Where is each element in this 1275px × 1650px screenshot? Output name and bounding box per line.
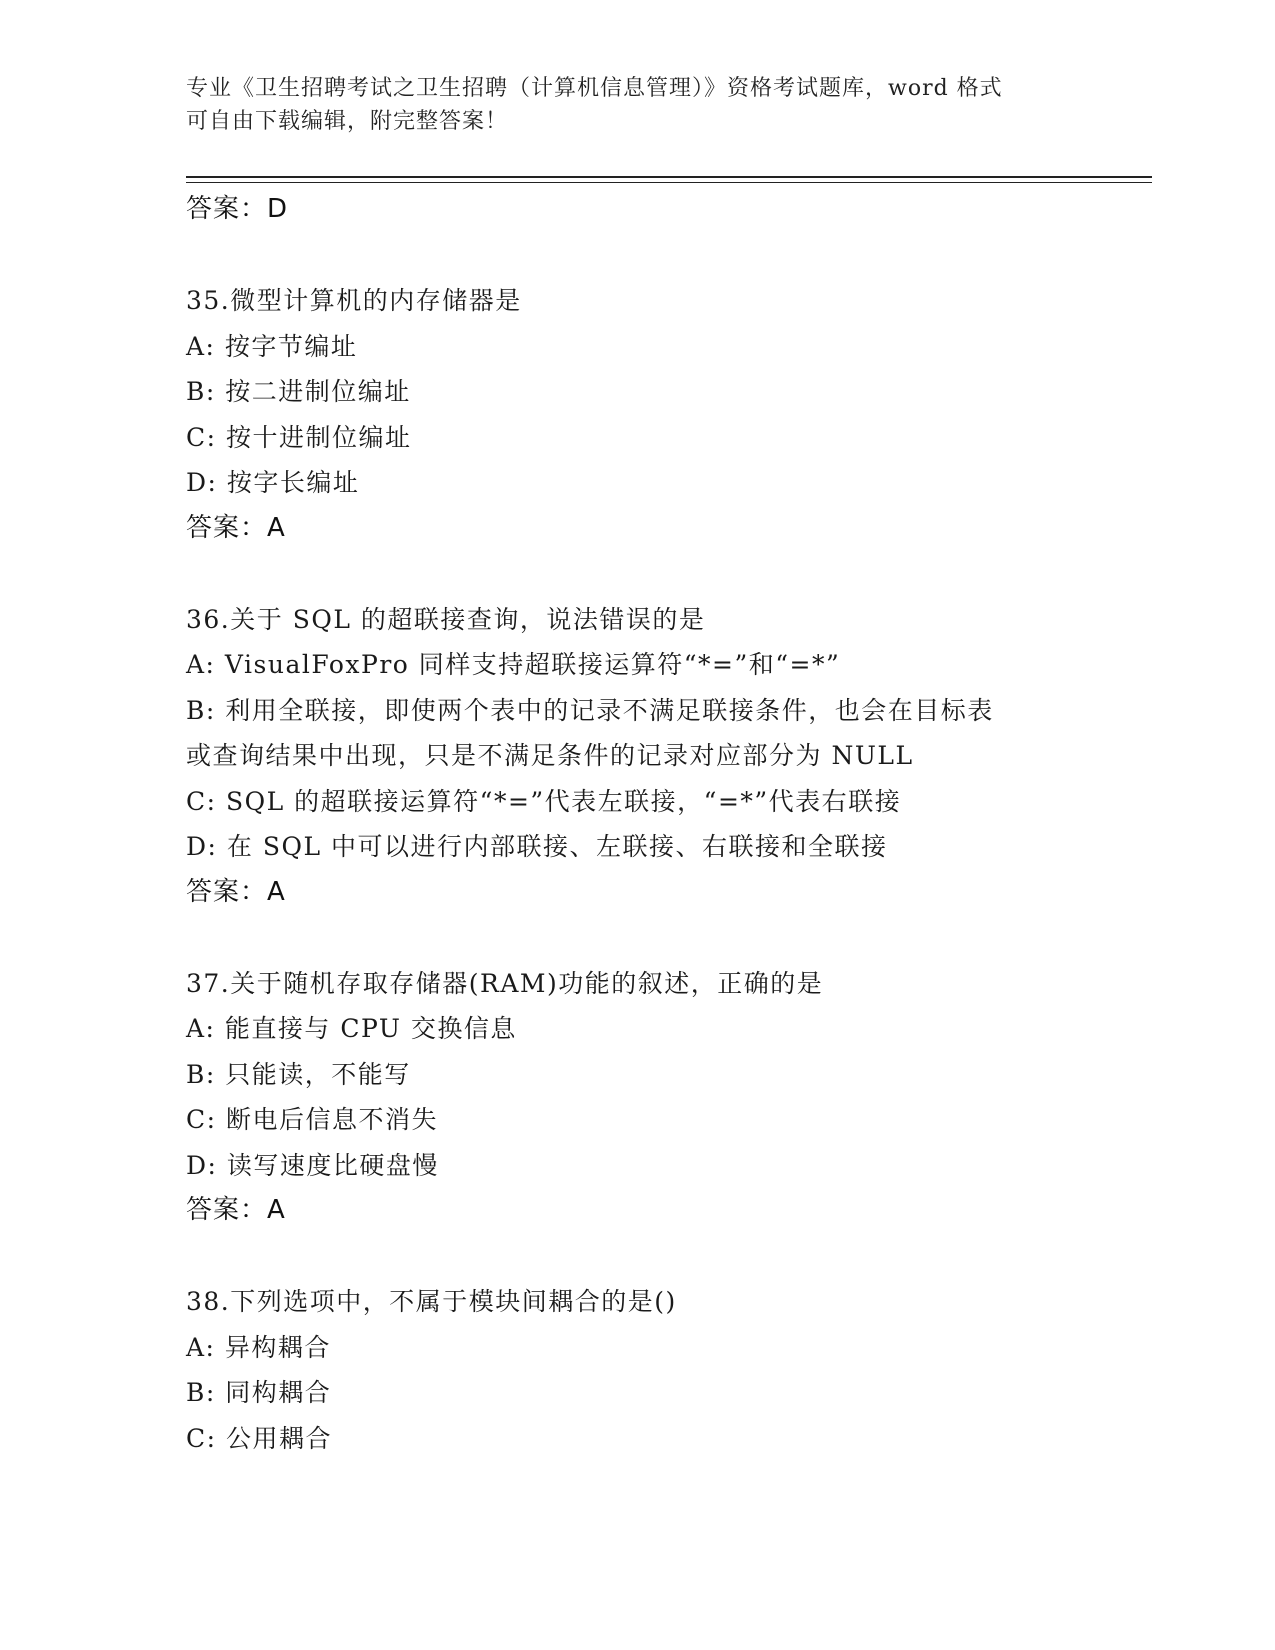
option-a: A: 按字节编址 xyxy=(186,331,358,361)
option-b: B: 同构耦合 xyxy=(186,1378,332,1407)
option-c: C: 公用耦合 xyxy=(186,1423,332,1453)
question-38 xyxy=(186,1279,1146,1461)
question-stem: 36.关于 SQL 的超联接查询，说法错误的是 xyxy=(186,604,706,634)
answer: 答案：A xyxy=(186,1195,286,1225)
header-line-1: 专业《卫生招聘考试之卫生招聘（计算机信息管理）》资格考试题库，word 格式 xyxy=(186,76,1003,101)
question-36 xyxy=(186,597,1146,916)
answer: 答案：A xyxy=(186,512,286,543)
option-d: D: 读写速度比硬盘慢 xyxy=(186,1150,439,1180)
answer: 答案：A xyxy=(186,876,286,907)
question-stem: 35.微型计算机的内存储器是 xyxy=(186,286,522,315)
option-c: C: 按十进制位编址 xyxy=(186,422,412,452)
spacer xyxy=(186,233,1146,279)
spacer xyxy=(186,915,1146,961)
spacer xyxy=(186,1234,1146,1280)
option-c: C: 断电后信息不消失 xyxy=(186,1105,438,1134)
question-37 xyxy=(186,961,1146,1234)
spacer xyxy=(186,551,1146,597)
option-b-continued: 或查询结果中出现，只是不满足条件的记录对应部分为 NULL xyxy=(186,741,914,770)
question-list xyxy=(186,187,1146,1461)
question-35 xyxy=(186,278,1146,551)
header-divider-thin xyxy=(186,182,1152,183)
option-c: C: SQL 的超联接运算符“*=”代表左联接，“=*”代表右联接 xyxy=(186,786,902,816)
question-stem: 37.关于随机存取存储器(RAM)功能的叙述，正确的是 xyxy=(186,968,824,998)
document-header xyxy=(186,72,1066,138)
question-stem: 38.下列选项中，不属于模块间耦合的是() xyxy=(186,1287,677,1316)
previous-answer: 答案：D xyxy=(186,194,289,224)
option-d: D: 在 SQL 中可以进行内部联接、左联接、右联接和全联接 xyxy=(186,832,888,861)
option-a: A: VisualFoxPro 同样支持超联接运算符“*=”和“=*” xyxy=(186,650,841,679)
option-b: B: 利用全联接，即使两个表中的记录不满足联接条件，也会在目标表 xyxy=(186,695,994,725)
option-b: B: 只能读，不能写 xyxy=(186,1059,411,1089)
header-line-2: 可自由下载编辑，附完整答案！ xyxy=(186,109,509,134)
option-d: D: 按字长编址 xyxy=(186,468,360,497)
header-divider-thick xyxy=(186,176,1152,178)
option-b: B: 按二进制位编址 xyxy=(186,377,411,406)
option-a: A: 能直接与 CPU 交换信息 xyxy=(186,1014,517,1043)
option-a: A: 异构耦合 xyxy=(186,1332,331,1362)
